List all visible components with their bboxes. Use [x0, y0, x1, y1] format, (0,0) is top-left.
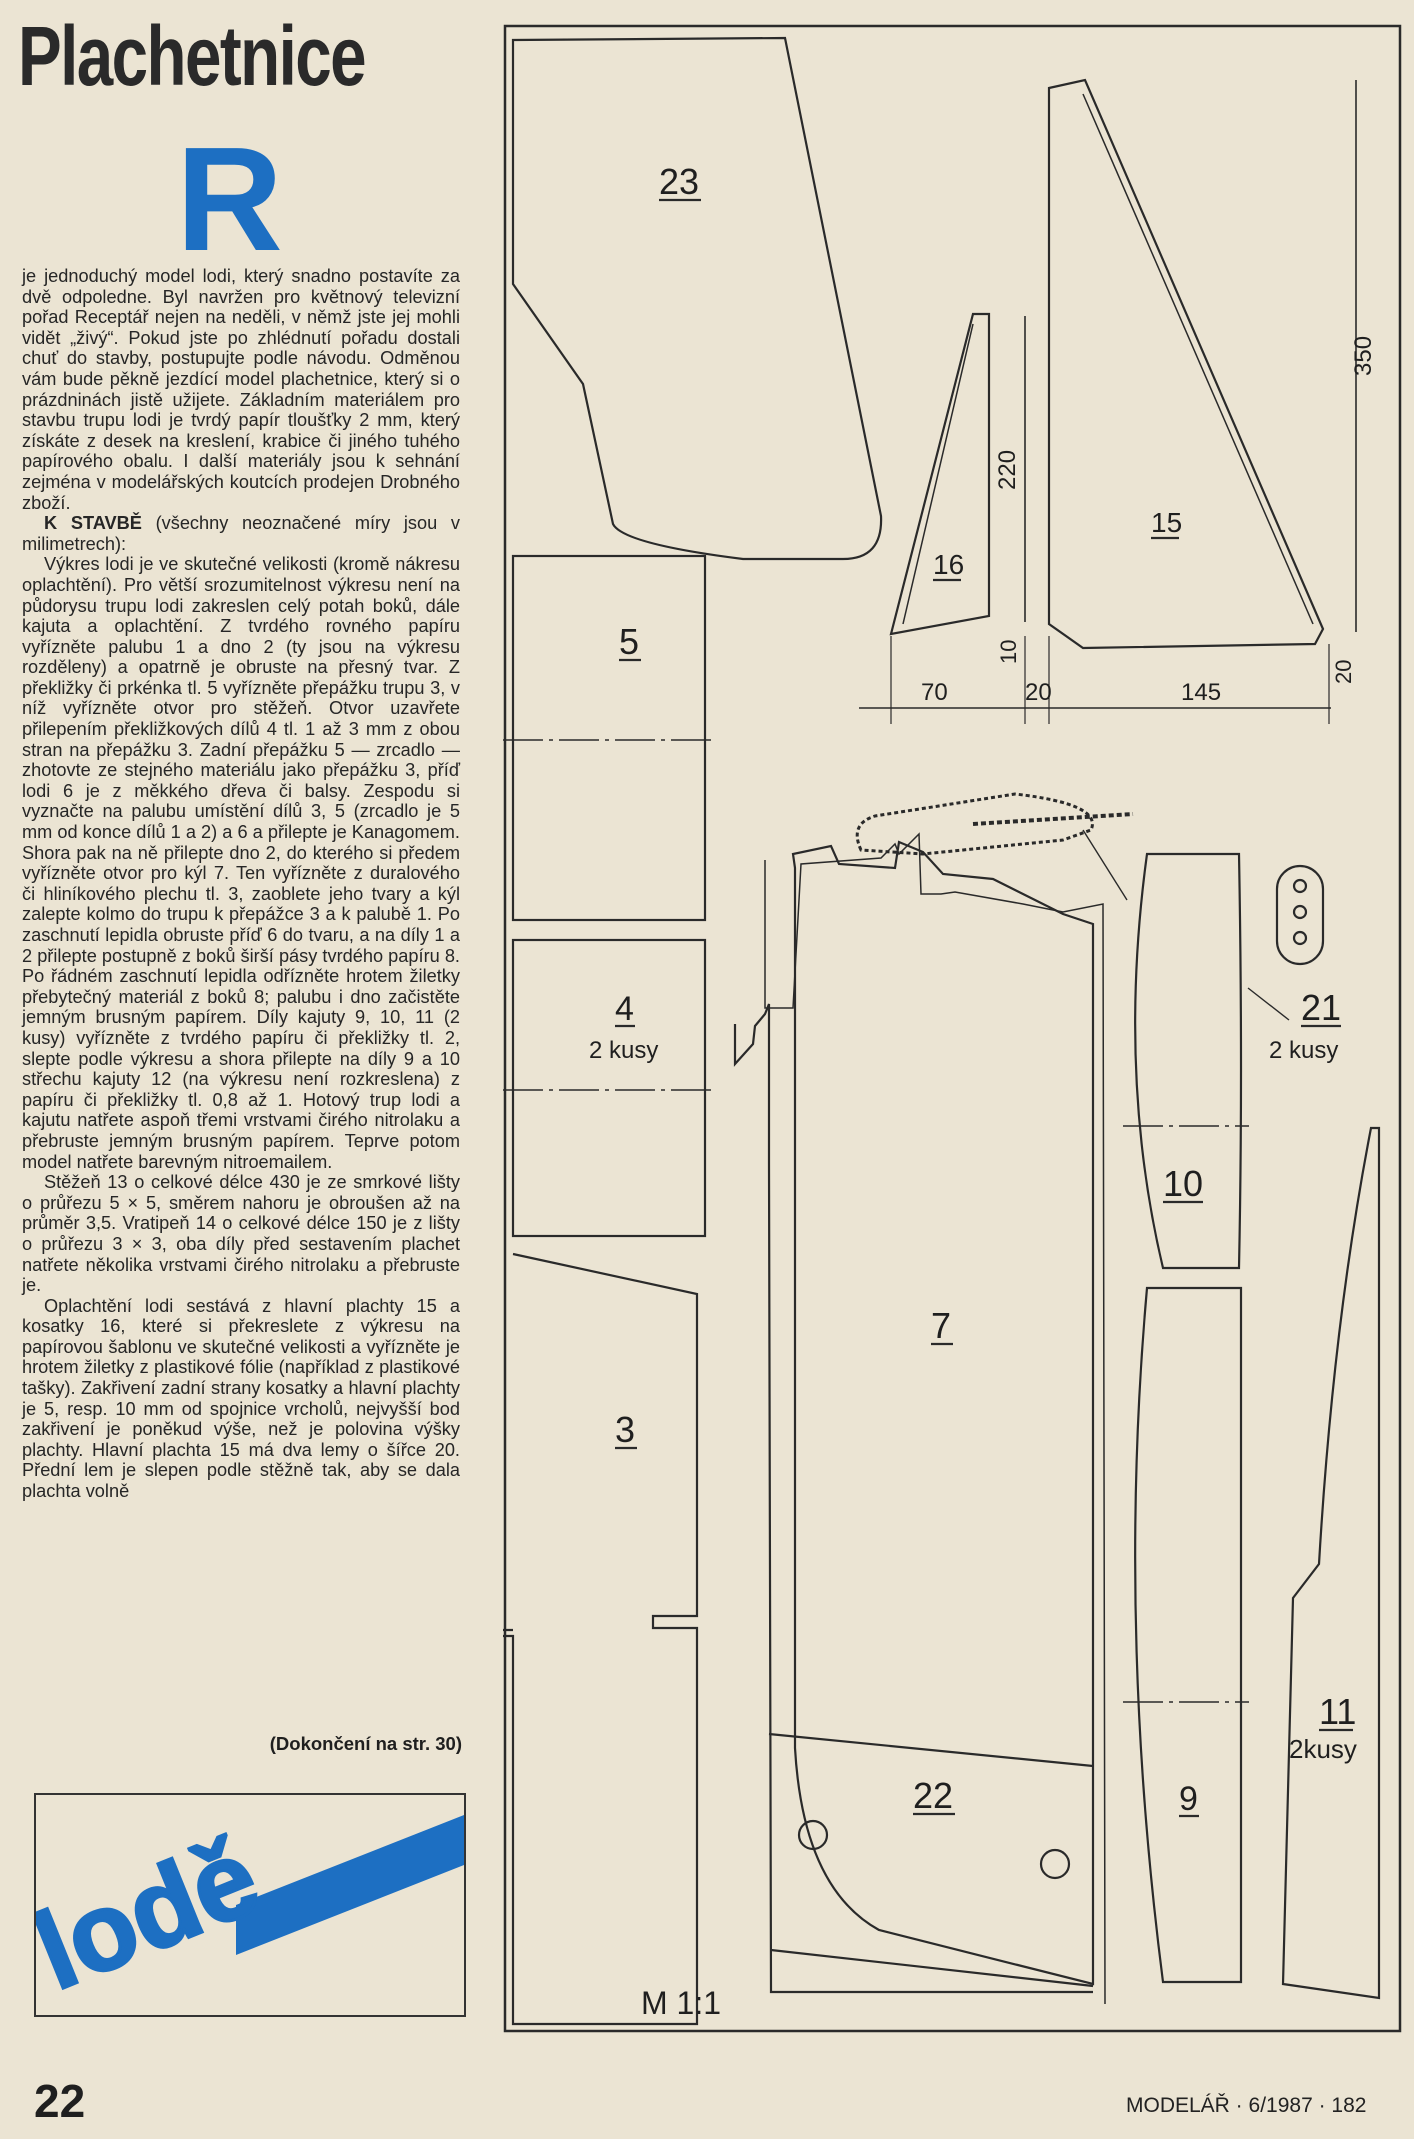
paragraph-construction: Výkres lodi je ve skutečné velikosti (kromě nákresu oplachtění). Pro větší srozumitelnost výkresu není na půdorysu trupu lodi zakreslen celý potah boků, dále kajuta a oplachtění. Z tvrdého rovného papíru vyřízněte palubu 1 a dno 2 (ty jsou na výkresu rozděleny) a opatrně je obruste na přesný tvar. Z překližky či prkénka tl. 5 vyřízněte přepážku trupu 3, v níž vyřízněte otvor pro stěžeň. Otvor uzavřete přilepením překližkových dílů 4 tl. 1 až 3 mm z obou stran na přepážku 3. Zadní přepážku 5 — zrcadlo — zhotovte ze stejného materiálu jako přepážku 3, příď lodi 6 je z měkkého dřeva či balsy. Zespodu si vyznačte na palubu umístění dílů 3, 5 (zrcadlo je 5 mm od konce dílů 1 a 2) a 6 a přilepte je Kanagomem. Shora pak na ně přilepte dno 2, do kterého si předem vyřízněte otvor pro kýl 7. Ten vyřízněte z duralového či hliníkového plechu tl. 3, zaoblete jeho tvary a kýl zalepte kolmo do trupu k přepážce 3 a k palubě 1. Po zaschnutí lepidla obruste příď 6 do tvaru, a na díly 1 a 2 přilepte postupně z boků širší pásy tvrdého papíru 8. Po řádném zaschnutí lepidla odřízněte hrotem žiletky přebytečný materiál z boků 8; palubu i dno začistěte jemným brusným papírem. Díly kajuty 9, 10, 11 (2 kusy) vyřízněte z tvrdého papíru či překližky tl. 2, slepte podle výkresu a shora přilepte na díly 9 a 10 střechu kajuty 12 (na výkresu není rozkreslena) z papíru či překližky tl. 0,8 až 1. Hotový trup lodi a kajutu natřete aspoň třemi vrstvami čirého nitrolaku a přebruste jemným brusným papírem. Teprve potom model natřete barevným nitroemailem. — [22, 554, 460, 1172]
page-number: 22 — [34, 2075, 86, 2127]
logo-word: lodě — [36, 1814, 275, 2014]
logo-graphic — [36, 1795, 464, 2015]
part-5-outline — [513, 556, 705, 920]
construction-plan — [503, 24, 1403, 2034]
continuation-note: (Dokončení na str. 30) — [269, 1733, 462, 1754]
dim-20v-label: 20 — [1331, 659, 1356, 684]
paragraph-intro: je jednoduchý model lodi, který snadno postavíte za dvě odpoledne. Byl navržen pro květnový televizní pořad Receptář nejen na neděli, v němž jste jej mohli vidět „živý“. Pokud jste po zhlédnutí pořadu dostali chuť do stavby, postupujte podle návodu. Odměnou vám bude pěkně jezdící model plachetnice, který si o prázdninách jistě užijete. Základním materiálem pro stavbu trupu lodi je tvrdý papír tloušťky 2 mm, který získáte z desek na kreslení, krabice či jiného tuhého papírového obalu. I další materiály jsou k sehnání zejména v modelářských koutcích prodejen Drobného zboží. — [22, 266, 460, 513]
dim-70-label: 70 — [921, 679, 948, 706]
part-4-outline — [513, 940, 705, 1236]
subheading: K STAVBĚ — [44, 513, 142, 534]
part-15-label: 15 — [1151, 507, 1183, 538]
part-9-outline — [1135, 1288, 1241, 1982]
part-21-hole-2 — [1294, 906, 1306, 918]
part-7-front-edge — [735, 1004, 1093, 1992]
dim-220-label: 220 — [994, 449, 1021, 490]
part-3-outline — [503, 1254, 697, 2024]
part-11-label: 11 — [1319, 1691, 1357, 1732]
part-4-qty: 2 kusy — [589, 1037, 659, 1064]
part-15-edge — [1083, 94, 1313, 624]
part-21-hole-1 — [1294, 880, 1306, 892]
scale-label: M 1:1 — [641, 1985, 722, 2021]
part-16-outline — [891, 314, 989, 634]
part-15-outline — [1049, 80, 1323, 648]
article-title: Plachetnice — [18, 9, 366, 103]
part-22-bottom-edge — [771, 1950, 1093, 1986]
part-22-hole-right — [1041, 1850, 1069, 1878]
part-11-outline — [1283, 1128, 1379, 1998]
part-23-outline — [513, 38, 881, 559]
part-4-label: 4 — [615, 990, 634, 1028]
part-11-qty: 2kusy — [1289, 1734, 1357, 1764]
part-5-label: 5 — [619, 621, 640, 662]
part-21-hole-3 — [1294, 932, 1306, 944]
subheading-rest: (všechny neoznačené míry jsou v milimetrech): — [22, 513, 460, 554]
part-21-leader — [1248, 988, 1289, 1020]
part-21-label: 21 — [1301, 987, 1342, 1028]
magazine-footer: MODELÁŘ · 6/1987 · 182 — [1126, 2094, 1367, 2117]
dim-145-label: 145 — [1181, 679, 1222, 706]
part-22-label: 22 — [913, 1775, 954, 1816]
dim-350-label: 350 — [1350, 335, 1377, 376]
part-22-top-edge — [769, 1734, 1093, 1766]
category-logo — [34, 1793, 466, 2017]
part-10-outline — [1135, 854, 1241, 1268]
dim-10-label: 10 — [996, 639, 1021, 664]
part-23-label: 23 — [659, 161, 700, 202]
rigging-leader — [1083, 830, 1127, 900]
initial-letter: R — [176, 117, 283, 282]
plan-frame — [505, 26, 1400, 2031]
part-9-label: 9 — [1179, 1780, 1198, 1818]
part-7-back-edge — [765, 834, 1105, 2004]
article-body — [22, 266, 460, 1502]
part-16-label: 16 — [933, 549, 965, 580]
part-7-label: 7 — [931, 1305, 952, 1346]
part-21-qty: 2 kusy — [1269, 1037, 1339, 1064]
part-3-label: 3 — [615, 1409, 636, 1450]
paragraph-mast: Stěžeň 13 o celkové délce 430 je ze smrkové lišty o průřezu 5 × 5, směrem nahoru je obroušen až na průměr 3,5. Vratipeň 14 o celkové délce 150 je z lišty o průřezu 3 × 3, oba díly před sestavením plachet natřete několika vrstvami čirého nitrolaku a přebruste je. — [22, 1172, 460, 1296]
rigging-line — [973, 814, 1133, 824]
subheading-line — [22, 513, 460, 554]
part-10-label: 10 — [1163, 1163, 1204, 1204]
logo-stripe — [236, 1815, 464, 1955]
paragraph-sails: Oplachtění lodi sestává z hlavní plachty 15 a kosatky 16, které si překreslete z výkresu na papírovou šablonu ve skutečné velikosti a vyřízněte je hrotem žiletky z plastikové fólie (například z plastikové tašky). Zakřivení zadní strany kosatky a hlavní plachty je 5, resp. 10 mm od spojnice vrcholů, nejvyšší bod zakřivení je poněkud výše, než je polovina výšky plachty. Hlavní plachta 15 má dva lemy o šířce 20. Přední lem je slepen podle stěžně tak, aby se dala plachta volně — [22, 1295, 460, 1502]
dim-20h-label: 20 — [1025, 679, 1052, 706]
